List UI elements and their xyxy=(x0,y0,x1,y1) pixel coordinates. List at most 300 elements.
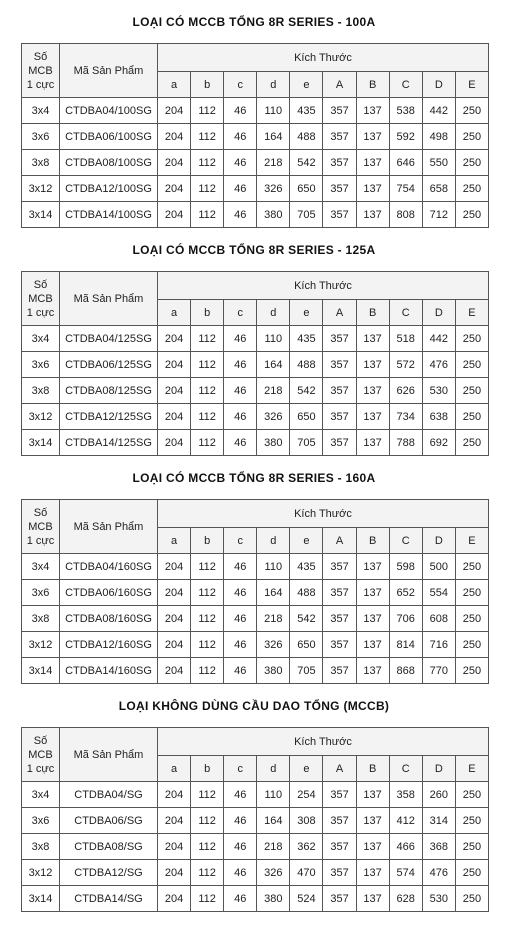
cell-dimension: 250 xyxy=(455,886,488,912)
cell-dimension: 357 xyxy=(323,378,356,404)
cell-dimension: 626 xyxy=(389,378,422,404)
cell-so-mcb: 3x8 xyxy=(22,606,60,632)
cell-dimension: 814 xyxy=(389,632,422,658)
cell-dimension: 218 xyxy=(257,606,290,632)
cell-dimension: 137 xyxy=(356,606,389,632)
cell-dimension: 204 xyxy=(158,860,191,886)
cell-dimension: 530 xyxy=(422,886,455,912)
cell-dimension: 112 xyxy=(191,834,224,860)
cell-dimension: 518 xyxy=(389,326,422,352)
cell-dimension: 112 xyxy=(191,404,224,430)
cell-dimension: 357 xyxy=(323,632,356,658)
cell-dimension: 250 xyxy=(455,176,488,202)
header-dim: E xyxy=(455,300,488,326)
cell-dimension: 250 xyxy=(455,378,488,404)
cell-dimension: 46 xyxy=(224,176,257,202)
cell-dimension: 250 xyxy=(455,150,488,176)
header-dim: C xyxy=(389,72,422,98)
cell-dimension: 530 xyxy=(422,378,455,404)
cell-dimension: 204 xyxy=(158,606,191,632)
table-row xyxy=(22,98,489,124)
cell-dimension: 46 xyxy=(224,886,257,912)
cell-so-mcb: 3x6 xyxy=(22,352,60,378)
cell-product-code: CTDBA08/SG xyxy=(60,834,158,860)
cell-dimension: 470 xyxy=(290,860,323,886)
cell-dimension: 705 xyxy=(290,430,323,456)
header-ma-san-pham: Mã Sản Phẩm xyxy=(60,272,158,326)
cell-dimension: 254 xyxy=(290,782,323,808)
cell-dimension: 412 xyxy=(389,808,422,834)
header-dim: d xyxy=(257,72,290,98)
cell-dimension: 218 xyxy=(257,834,290,860)
table-row xyxy=(22,886,489,912)
cell-dimension: 112 xyxy=(191,808,224,834)
cell-dimension: 357 xyxy=(323,98,356,124)
section-title-160a: LOẠI CÓ MCCB TỔNG 8R SERIES - 160A xyxy=(132,471,376,485)
cell-dimension: 137 xyxy=(356,98,389,124)
cell-product-code: CTDBA08/125SG xyxy=(60,378,158,404)
header-dim: c xyxy=(224,300,257,326)
cell-dimension: 250 xyxy=(455,202,488,228)
cell-dimension: 498 xyxy=(422,124,455,150)
cell-dimension: 466 xyxy=(389,834,422,860)
dimension-table-no-mccb xyxy=(21,727,489,912)
table-row xyxy=(22,782,489,808)
header-dim: c xyxy=(224,528,257,554)
cell-dimension: 250 xyxy=(455,606,488,632)
cell-so-mcb: 3x8 xyxy=(22,378,60,404)
cell-dimension: 46 xyxy=(224,98,257,124)
cell-dimension: 204 xyxy=(158,404,191,430)
header-so-mcb: Số MCB 1 cực xyxy=(22,44,60,98)
cell-dimension: 164 xyxy=(257,124,290,150)
header-dim: c xyxy=(224,756,257,782)
cell-dimension: 204 xyxy=(158,580,191,606)
header-dim: a xyxy=(158,72,191,98)
cell-dimension: 204 xyxy=(158,352,191,378)
cell-dimension: 716 xyxy=(422,632,455,658)
cell-dimension: 46 xyxy=(224,658,257,684)
cell-dimension: 574 xyxy=(389,860,422,886)
cell-dimension: 164 xyxy=(257,808,290,834)
header-dim: E xyxy=(455,72,488,98)
header-dim: e xyxy=(290,300,323,326)
cell-dimension: 380 xyxy=(257,202,290,228)
cell-dimension: 137 xyxy=(356,124,389,150)
cell-so-mcb: 3x14 xyxy=(22,886,60,912)
table-row xyxy=(22,658,489,684)
cell-product-code: CTDBA14/125SG xyxy=(60,430,158,456)
cell-dimension: 357 xyxy=(323,124,356,150)
header-dim: d xyxy=(257,300,290,326)
table-row xyxy=(22,808,489,834)
cell-dimension: 250 xyxy=(455,658,488,684)
cell-dimension: 137 xyxy=(356,580,389,606)
cell-dimension: 380 xyxy=(257,886,290,912)
table-row xyxy=(22,632,489,658)
header-dim: a xyxy=(158,756,191,782)
cell-dimension: 112 xyxy=(191,98,224,124)
table-row xyxy=(22,176,489,202)
cell-so-mcb: 3x4 xyxy=(22,98,60,124)
cell-dimension: 705 xyxy=(290,202,323,228)
cell-dimension: 357 xyxy=(323,150,356,176)
section-title-100a: LOẠI CÓ MCCB TỔNG 8R SERIES - 100A xyxy=(132,15,376,29)
cell-dimension: 638 xyxy=(422,404,455,430)
cell-dimension: 112 xyxy=(191,378,224,404)
cell-so-mcb: 3x6 xyxy=(22,124,60,150)
cell-product-code: CTDBA14/100SG xyxy=(60,202,158,228)
cell-dimension: 137 xyxy=(356,834,389,860)
cell-dimension: 357 xyxy=(323,886,356,912)
cell-dimension: 250 xyxy=(455,554,488,580)
cell-dimension: 250 xyxy=(455,808,488,834)
cell-dimension: 658 xyxy=(422,176,455,202)
cell-dimension: 137 xyxy=(356,326,389,352)
header-so-mcb: Số MCB 1 cực xyxy=(22,500,60,554)
cell-dimension: 137 xyxy=(356,632,389,658)
cell-dimension: 250 xyxy=(455,404,488,430)
header-kich-thuoc: Kích Thước xyxy=(158,728,489,756)
cell-so-mcb: 3x12 xyxy=(22,632,60,658)
cell-dimension: 204 xyxy=(158,98,191,124)
cell-product-code: CTDBA04/160SG xyxy=(60,554,158,580)
cell-dimension: 357 xyxy=(323,554,356,580)
header-ma-san-pham: Mã Sản Phẩm xyxy=(60,500,158,554)
cell-dimension: 357 xyxy=(323,782,356,808)
cell-dimension: 137 xyxy=(356,860,389,886)
cell-dimension: 137 xyxy=(356,378,389,404)
dimension-table-125a xyxy=(21,271,489,456)
header-dim: A xyxy=(323,756,356,782)
cell-so-mcb: 3x6 xyxy=(22,808,60,834)
header-kich-thuoc: Kích Thước xyxy=(158,272,489,300)
header-dim: A xyxy=(323,528,356,554)
cell-dimension: 112 xyxy=(191,606,224,632)
header-dim: D xyxy=(422,72,455,98)
header-dim: B xyxy=(356,756,389,782)
cell-dimension: 357 xyxy=(323,860,356,886)
cell-dimension: 435 xyxy=(290,98,323,124)
cell-dimension: 110 xyxy=(257,98,290,124)
cell-dimension: 164 xyxy=(257,352,290,378)
cell-dimension: 137 xyxy=(356,202,389,228)
cell-product-code: CTDBA06/SG xyxy=(60,808,158,834)
cell-dimension: 628 xyxy=(389,886,422,912)
cell-dimension: 250 xyxy=(455,782,488,808)
cell-dimension: 204 xyxy=(158,782,191,808)
cell-dimension: 734 xyxy=(389,404,422,430)
cell-dimension: 326 xyxy=(257,632,290,658)
header-so-mcb: Số MCB 1 cực xyxy=(22,272,60,326)
header-ma-san-pham: Mã Sản Phẩm xyxy=(60,44,158,98)
cell-dimension: 112 xyxy=(191,430,224,456)
header-dim: B xyxy=(356,300,389,326)
header-dim: C xyxy=(389,528,422,554)
header-dim: a xyxy=(158,300,191,326)
cell-so-mcb: 3x14 xyxy=(22,658,60,684)
cell-so-mcb: 3x8 xyxy=(22,150,60,176)
cell-dimension: 137 xyxy=(356,150,389,176)
cell-so-mcb: 3x8 xyxy=(22,834,60,860)
header-dim: d xyxy=(257,756,290,782)
header-dim: a xyxy=(158,528,191,554)
header-dim: A xyxy=(323,300,356,326)
cell-dimension: 476 xyxy=(422,352,455,378)
cell-dimension: 112 xyxy=(191,860,224,886)
cell-dimension: 46 xyxy=(224,404,257,430)
cell-dimension: 650 xyxy=(290,176,323,202)
dimension-table-160a xyxy=(21,499,489,684)
cell-dimension: 250 xyxy=(455,632,488,658)
cell-dimension: 435 xyxy=(290,326,323,352)
cell-dimension: 46 xyxy=(224,430,257,456)
cell-dimension: 110 xyxy=(257,554,290,580)
cell-dimension: 137 xyxy=(356,808,389,834)
cell-dimension: 204 xyxy=(158,378,191,404)
cell-dimension: 204 xyxy=(158,834,191,860)
cell-dimension: 46 xyxy=(224,378,257,404)
header-dim: b xyxy=(191,528,224,554)
cell-dimension: 204 xyxy=(158,326,191,352)
cell-dimension: 204 xyxy=(158,150,191,176)
cell-dimension: 46 xyxy=(224,554,257,580)
cell-dimension: 112 xyxy=(191,658,224,684)
cell-dimension: 652 xyxy=(389,580,422,606)
cell-dimension: 362 xyxy=(290,834,323,860)
header-dim: D xyxy=(422,528,455,554)
cell-so-mcb: 3x12 xyxy=(22,860,60,886)
header-dim: C xyxy=(389,756,422,782)
table-row xyxy=(22,124,489,150)
cell-dimension: 488 xyxy=(290,352,323,378)
cell-dimension: 550 xyxy=(422,150,455,176)
cell-dimension: 542 xyxy=(290,378,323,404)
cell-dimension: 357 xyxy=(323,352,356,378)
cell-dimension: 357 xyxy=(323,326,356,352)
cell-dimension: 204 xyxy=(158,808,191,834)
cell-product-code: CTDBA04/100SG xyxy=(60,98,158,124)
cell-so-mcb: 3x4 xyxy=(22,326,60,352)
cell-product-code: CTDBA08/100SG xyxy=(60,150,158,176)
cell-dimension: 204 xyxy=(158,658,191,684)
header-dim: e xyxy=(290,528,323,554)
cell-so-mcb: 3x14 xyxy=(22,202,60,228)
cell-dimension: 260 xyxy=(422,782,455,808)
cell-dimension: 705 xyxy=(290,658,323,684)
cell-dimension: 357 xyxy=(323,606,356,632)
cell-dimension: 650 xyxy=(290,632,323,658)
cell-dimension: 46 xyxy=(224,124,257,150)
cell-dimension: 357 xyxy=(323,202,356,228)
cell-dimension: 110 xyxy=(257,782,290,808)
cell-dimension: 488 xyxy=(290,580,323,606)
cell-dimension: 204 xyxy=(158,124,191,150)
cell-dimension: 112 xyxy=(191,554,224,580)
cell-dimension: 218 xyxy=(257,378,290,404)
cell-product-code: CTDBA14/160SG xyxy=(60,658,158,684)
header-ma-san-pham: Mã Sản Phẩm xyxy=(60,728,158,782)
section-title-125a: LOẠI CÓ MCCB TỔNG 8R SERIES - 125A xyxy=(132,243,376,257)
table-row xyxy=(22,606,489,632)
cell-dimension: 110 xyxy=(257,326,290,352)
cell-dimension: 358 xyxy=(389,782,422,808)
cell-dimension: 46 xyxy=(224,782,257,808)
table-row xyxy=(22,326,489,352)
cell-dimension: 357 xyxy=(323,580,356,606)
cell-dimension: 164 xyxy=(257,580,290,606)
cell-dimension: 538 xyxy=(389,98,422,124)
cell-dimension: 112 xyxy=(191,150,224,176)
cell-product-code: CTDBA14/SG xyxy=(60,886,158,912)
cell-dimension: 357 xyxy=(323,808,356,834)
cell-dimension: 112 xyxy=(191,886,224,912)
cell-dimension: 137 xyxy=(356,782,389,808)
cell-dimension: 112 xyxy=(191,202,224,228)
cell-dimension: 46 xyxy=(224,150,257,176)
cell-dimension: 357 xyxy=(323,404,356,430)
cell-dimension: 112 xyxy=(191,580,224,606)
header-dim: b xyxy=(191,72,224,98)
cell-dimension: 250 xyxy=(455,430,488,456)
cell-dimension: 46 xyxy=(224,202,257,228)
table-row xyxy=(22,554,489,580)
cell-dimension: 308 xyxy=(290,808,323,834)
cell-dimension: 435 xyxy=(290,554,323,580)
cell-dimension: 250 xyxy=(455,98,488,124)
cell-dimension: 592 xyxy=(389,124,422,150)
cell-product-code: CTDBA08/160SG xyxy=(60,606,158,632)
header-dim: e xyxy=(290,72,323,98)
cell-dimension: 137 xyxy=(356,352,389,378)
cell-dimension: 204 xyxy=(158,176,191,202)
cell-dimension: 218 xyxy=(257,150,290,176)
cell-dimension: 204 xyxy=(158,430,191,456)
table-row xyxy=(22,834,489,860)
cell-dimension: 137 xyxy=(356,404,389,430)
cell-dimension: 754 xyxy=(389,176,422,202)
cell-dimension: 770 xyxy=(422,658,455,684)
cell-dimension: 46 xyxy=(224,860,257,886)
cell-product-code: CTDBA12/100SG xyxy=(60,176,158,202)
header-dim: b xyxy=(191,756,224,782)
cell-dimension: 250 xyxy=(455,326,488,352)
cell-dimension: 46 xyxy=(224,606,257,632)
cell-dimension: 250 xyxy=(455,834,488,860)
cell-dimension: 646 xyxy=(389,150,422,176)
header-dim: D xyxy=(422,756,455,782)
cell-dimension: 357 xyxy=(323,430,356,456)
cell-dimension: 357 xyxy=(323,176,356,202)
table-row xyxy=(22,860,489,886)
cell-product-code: CTDBA06/160SG xyxy=(60,580,158,606)
cell-dimension: 137 xyxy=(356,430,389,456)
cell-dimension: 250 xyxy=(455,124,488,150)
cell-dimension: 788 xyxy=(389,430,422,456)
cell-dimension: 442 xyxy=(422,326,455,352)
header-dim: C xyxy=(389,300,422,326)
cell-product-code: CTDBA12/125SG xyxy=(60,404,158,430)
cell-dimension: 808 xyxy=(389,202,422,228)
cell-dimension: 46 xyxy=(224,580,257,606)
dimension-table-100a xyxy=(21,43,489,228)
header-dim: E xyxy=(455,528,488,554)
cell-dimension: 204 xyxy=(158,632,191,658)
header-dim: b xyxy=(191,300,224,326)
cell-dimension: 112 xyxy=(191,352,224,378)
cell-dimension: 204 xyxy=(158,886,191,912)
cell-dimension: 380 xyxy=(257,658,290,684)
header-dim: B xyxy=(356,528,389,554)
cell-dimension: 368 xyxy=(422,834,455,860)
cell-product-code: CTDBA12/SG xyxy=(60,860,158,886)
table-row xyxy=(22,378,489,404)
table-row xyxy=(22,430,489,456)
cell-product-code: CTDBA04/125SG xyxy=(60,326,158,352)
cell-dimension: 500 xyxy=(422,554,455,580)
cell-dimension: 442 xyxy=(422,98,455,124)
cell-dimension: 112 xyxy=(191,782,224,808)
cell-dimension: 46 xyxy=(224,352,257,378)
table-row xyxy=(22,404,489,430)
cell-dimension: 868 xyxy=(389,658,422,684)
cell-so-mcb: 3x6 xyxy=(22,580,60,606)
cell-dimension: 326 xyxy=(257,860,290,886)
cell-dimension: 554 xyxy=(422,580,455,606)
table-row xyxy=(22,580,489,606)
cell-so-mcb: 3x12 xyxy=(22,404,60,430)
cell-dimension: 137 xyxy=(356,554,389,580)
cell-so-mcb: 3x12 xyxy=(22,176,60,202)
header-dim: B xyxy=(356,72,389,98)
section-title-no-mccb: LOẠI KHÔNG DÙNG CẦU DAO TỔNG (MCCB) xyxy=(118,699,390,713)
header-dim: E xyxy=(455,756,488,782)
cell-dimension: 357 xyxy=(323,834,356,860)
cell-dimension: 112 xyxy=(191,326,224,352)
cell-product-code: CTDBA04/SG xyxy=(60,782,158,808)
cell-product-code: CTDBA06/125SG xyxy=(60,352,158,378)
cell-product-code: CTDBA12/160SG xyxy=(60,632,158,658)
cell-dimension: 326 xyxy=(257,176,290,202)
cell-dimension: 608 xyxy=(422,606,455,632)
cell-dimension: 706 xyxy=(389,606,422,632)
cell-dimension: 250 xyxy=(455,860,488,886)
cell-dimension: 137 xyxy=(356,658,389,684)
cell-dimension: 46 xyxy=(224,326,257,352)
cell-dimension: 357 xyxy=(323,658,356,684)
cell-so-mcb: 3x4 xyxy=(22,554,60,580)
cell-dimension: 46 xyxy=(224,834,257,860)
cell-dimension: 542 xyxy=(290,606,323,632)
cell-dimension: 650 xyxy=(290,404,323,430)
cell-dimension: 250 xyxy=(455,580,488,606)
header-dim: A xyxy=(323,72,356,98)
cell-dimension: 204 xyxy=(158,202,191,228)
cell-dimension: 112 xyxy=(191,632,224,658)
cell-dimension: 204 xyxy=(158,554,191,580)
table-row xyxy=(22,352,489,378)
cell-dimension: 488 xyxy=(290,124,323,150)
cell-dimension: 598 xyxy=(389,554,422,580)
header-dim: e xyxy=(290,756,323,782)
table-row xyxy=(22,150,489,176)
cell-dimension: 137 xyxy=(356,176,389,202)
header-kich-thuoc: Kích Thước xyxy=(158,500,489,528)
cell-dimension: 112 xyxy=(191,176,224,202)
cell-dimension: 137 xyxy=(356,886,389,912)
cell-dimension: 542 xyxy=(290,150,323,176)
header-kich-thuoc: Kích Thước xyxy=(158,44,489,72)
